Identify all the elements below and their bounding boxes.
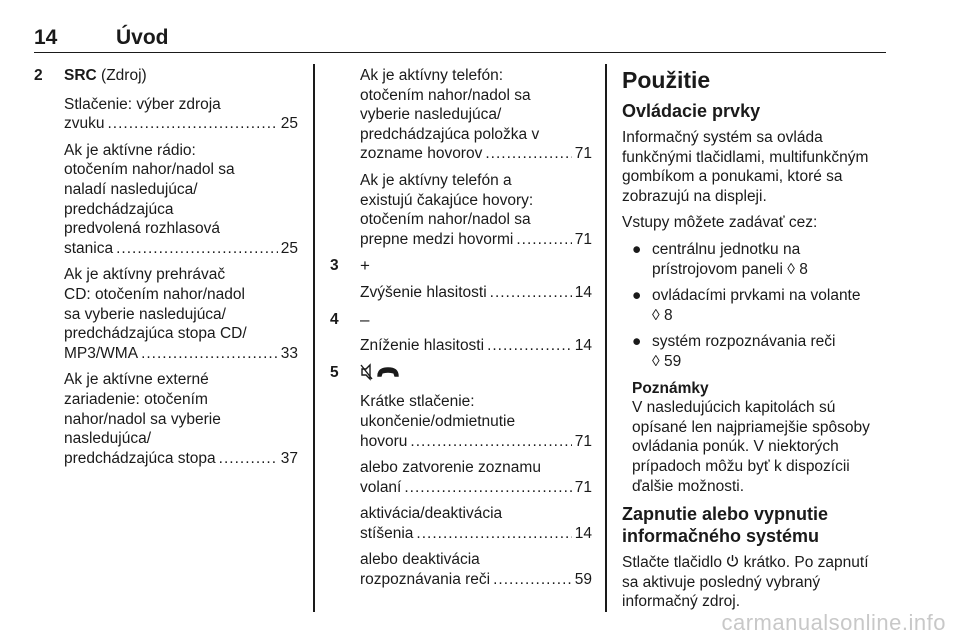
page-ref: 25: [280, 115, 298, 133]
bullet-item: ● centrálnu jednotku na prístrojovom paneli ◊ 8: [632, 240, 808, 278]
toc-entry[interactable]: predchádzajúca stopa ..... 37: [64, 449, 298, 469]
item-3: 3 + Zvýšenie hlasitosti ..... 14: [330, 256, 592, 302]
phone-waiting: Ak je aktívny telefón a existujú čakajúce hovory: otočením nahor/nadol sa prepne medzi hovormi ..... 71: [360, 171, 592, 249]
power-heading: Zapnutie alebo vypnutie informačného systému: [622, 504, 829, 547]
usage-heading: Použitie: [622, 67, 711, 93]
intro-paragraph: Informačný systém sa ovláda funkčnými tlačidlami, multifunkčným gombíkom a ponukami, ktoré sa zobrazujú na displeji.: [622, 129, 869, 205]
toc-entry[interactable]: stanica ..... 25: [64, 239, 298, 259]
toc-entry[interactable]: volaní ..... 71: [360, 478, 592, 498]
controls-heading: Ovládacie prvky: [622, 101, 761, 121]
page-ref: 71: [574, 432, 592, 450]
bullet-icon: ●: [632, 287, 642, 305]
mute: aktivácia/deaktivácia stíšenia ..... 14: [360, 504, 592, 543]
toc-entry[interactable]: MP3/WMA ..... 33: [64, 344, 298, 364]
inputs-intro: Vstupy môžete zadávať cez:: [622, 214, 818, 232]
toc-entry[interactable]: hovoru ..... 71: [360, 432, 592, 452]
column-divider-1: [313, 64, 315, 612]
src-press: Stlačenie: výber zdroja zvuku ..... 25: [64, 95, 298, 134]
mute-hangup-icon: [360, 363, 592, 386]
item-2: [34, 66, 298, 468]
page-ref: 33: [280, 344, 298, 362]
power-icon: [726, 554, 743, 571]
column-1: [34, 66, 298, 475]
src-radio: Ak je aktívne rádio: otočením nahor/nadol sa naladí nasledujúca/ predchádzajúca predvolená rozhlasová stanica ..... 25: [64, 141, 298, 259]
column-divider-2: [605, 64, 607, 612]
page-ref: 14: [574, 524, 592, 542]
page-ref: 25: [280, 239, 298, 257]
toc-entry[interactable]: prepne medzi hovormi ..... 71: [360, 230, 592, 250]
short-press: Krátke stlačenie: ukončenie/odmietnutie hovoru ..... 71: [360, 392, 592, 451]
bullet-item: ● ovládacími prvkami na volante ◊ 8: [632, 287, 861, 324]
note-box: Poznámky V nasledujúcich kapitolách sú opísané len najpriamejšie spôsoby ovládania ponúk. V niektorých prípadoch môžu byť k dispozícii ďalšie možnosti.: [632, 379, 886, 497]
toc-entry[interactable]: zozname hovorov ..... 71: [360, 144, 592, 164]
mute-hangup-icon-svg: [360, 363, 400, 381]
plus-icon: +: [360, 256, 370, 276]
page-ref-arrow-icon: ◊: [652, 352, 660, 370]
bullet-item: ● systém rozpoznávania reči ◊ 59: [632, 333, 836, 370]
column-2: [330, 66, 592, 597]
item-2-suffix: (Zdroj): [101, 67, 147, 84]
bullet-icon: ●: [632, 240, 642, 258]
column-3: [622, 66, 886, 619]
page-ref: 71: [574, 230, 592, 248]
watermark: carmanualsonline.info: [721, 610, 946, 635]
page-ref[interactable]: 8: [663, 306, 673, 324]
bullet-icon: ●: [632, 333, 642, 351]
page-header: [34, 26, 886, 53]
item-2-name: SRC: [64, 67, 97, 84]
item-4: 4 – Zníženie hlasitosti ..... 14: [330, 310, 592, 356]
voice-off: alebo deaktivácia rozpoznávania reči ..... 59: [360, 550, 592, 589]
toc-entry[interactable]: zvuku ..... 25: [64, 114, 298, 134]
page-ref: 59: [574, 571, 592, 589]
page-ref: 71: [574, 478, 592, 496]
page-ref[interactable]: 59: [663, 352, 682, 370]
page-ref: 71: [574, 145, 592, 163]
note-title: Poznámky: [632, 379, 709, 397]
power-paragraph: Stlačte tlačidlo krátko. Po zapnutí sa aktivuje posledný vybraný informačný zdroj.: [622, 554, 869, 611]
minus-icon: –: [360, 309, 370, 329]
page-ref: 37: [280, 449, 298, 467]
toc-entry[interactable]: rozpoznávania reči ..... 59: [360, 570, 592, 590]
toc-entry[interactable]: Zvýšenie hlasitosti ..... 14: [360, 283, 592, 303]
phone-active: Ak je aktívny telefón: otočením nahor/nadol sa vyberie nasledujúca/ predchádzajúca položka v zozname hovorov ..... 71: [360, 66, 592, 164]
toc-entry[interactable]: Zníženie hlasitosti ..... 14: [360, 336, 592, 356]
src-external: Ak je aktívne externé zariadenie: otočením nahor/nadol sa vyberie nasledujúca/ predchádzajúca stopa ..... 37: [64, 370, 298, 468]
src-player: Ak je aktívny prehrávač CD: otočením nahor/nadol sa vyberie nasledujúca/ predchádzajúca stopa CD/ MP3/WMA ..... 33: [64, 265, 298, 363]
item-5: 5 Krátke stlačenie: ukončenie/odmietnutie hovoru ..... 71 alebo zatvorenie zoznamu volaní ..... 71 aktivácia/deaktivácia stíšenia ..... 14 alebo deaktivácia rozpoznávania reči ..... 59: [330, 363, 592, 590]
section-title: Úvod: [116, 26, 169, 49]
page-ref-arrow-icon: ◊: [652, 306, 660, 324]
item-2-number: 2: [34, 67, 43, 84]
page-number: 14: [34, 26, 58, 49]
close-list: alebo zatvorenie zoznamu volaní ..... 71: [360, 458, 592, 497]
toc-entry[interactable]: stíšenia ..... 14: [360, 524, 592, 544]
page-ref[interactable]: 8: [799, 260, 808, 278]
page-ref-arrow-icon: ◊: [787, 260, 795, 278]
page-ref: 14: [574, 283, 592, 301]
page-ref: 14: [574, 337, 592, 355]
